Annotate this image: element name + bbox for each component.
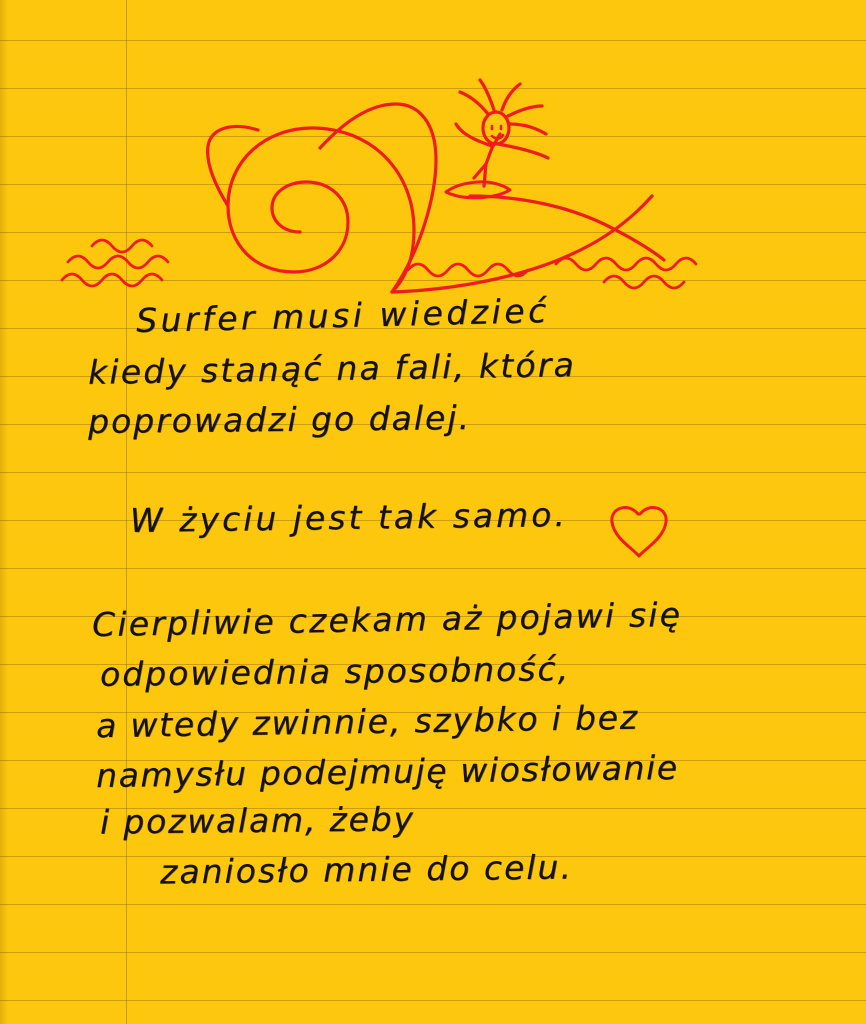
note-line: i pozwalam, żeby: [99, 799, 415, 842]
note-line: namysłu podejmuję wiosłowanie: [95, 747, 679, 796]
note-line: odpowiednia sposobność,: [99, 649, 571, 694]
page-edge-shading: [0, 0, 8, 1024]
note-line: poprowadzi go dalej.: [87, 397, 472, 442]
note-line: kiedy stanąć na fali, która: [87, 345, 577, 392]
note-line: zaniosło mnie do celu.: [159, 847, 574, 892]
note-line: a wtedy zwinnie, szybko i bez: [95, 697, 640, 746]
note-line: Surfer musi wiedzieć: [135, 290, 551, 341]
notebook-margin-line: [126, 0, 127, 1024]
note-line: W życiu jest tak samo.: [129, 494, 569, 541]
note-line: Cierpliwie czekam aż pojawi się: [91, 594, 683, 645]
